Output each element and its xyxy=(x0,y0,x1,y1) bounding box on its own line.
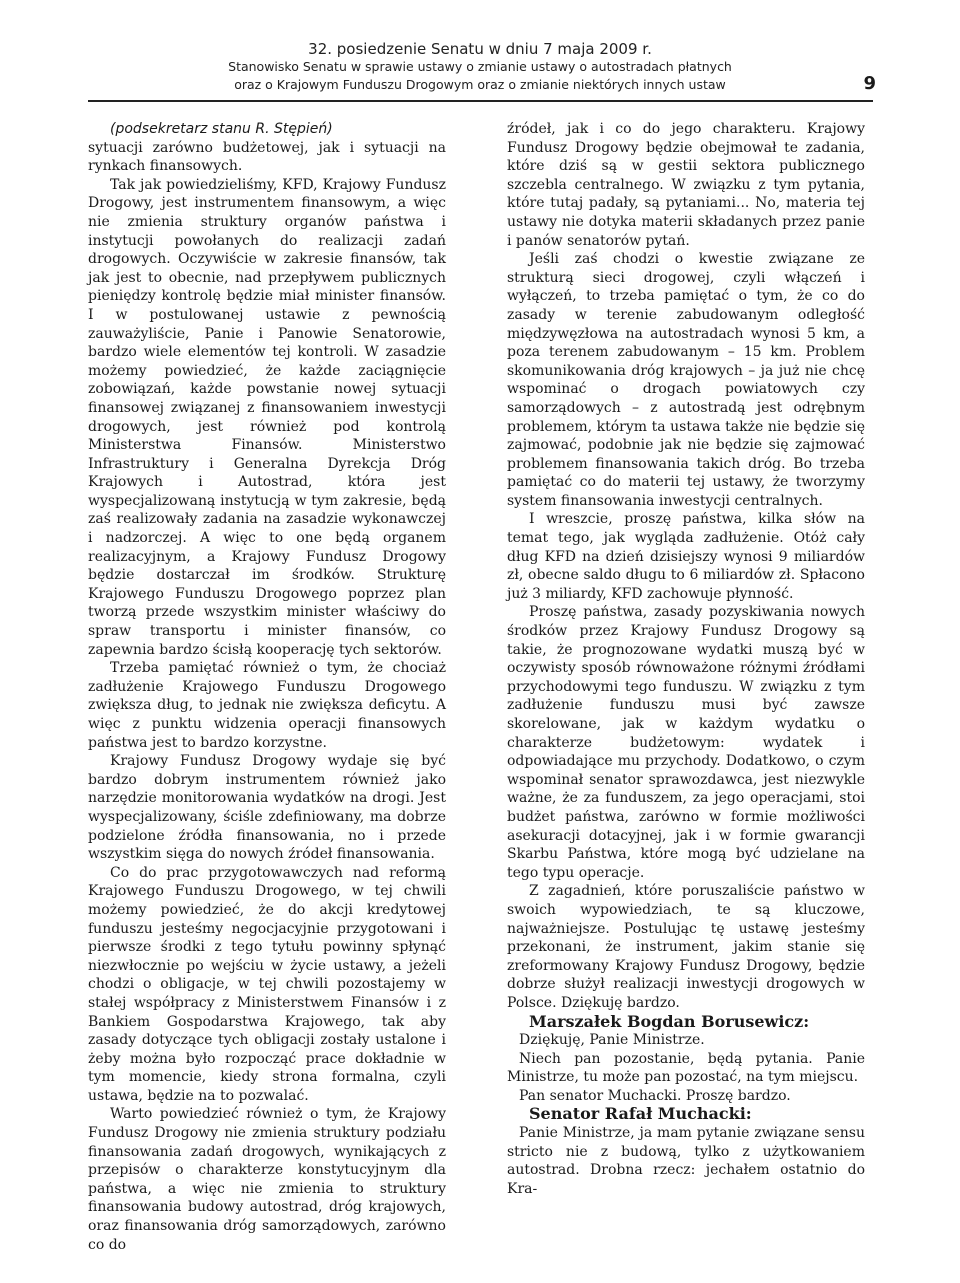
speaker-heading: Marszałek Bogdan Borusewicz: xyxy=(529,1011,810,1031)
left-column xyxy=(88,120,446,1254)
paragraph: źródeł, jak i co do jego charakteru. Krajowy Fundusz Drogowy będzie obejmował te zadania, które dziś są w gestii sektora publicznego szczebla centralnego. W związku z tym pytania, które tutaj padały, są pytaniami... No, materia tej ustawy nie dotyka materii składanych przez panie i panów senatorów pytań. xyxy=(507,121,865,249)
paragraph: I wreszcie, proszę państwa, kilka słów na temat tego, jak wygląda zadłużenie. Otóż cały dług KFD na dzień dzisiejszy wynosi 9 miliardów zł, obecne saldo długu to 6 miliardów zł. Spłacono już 3 miliardy, KFD zachowuje płynność. xyxy=(507,511,865,602)
right-column xyxy=(507,120,865,1198)
paragraph: Panie Ministrze, ja mam pytanie związane sensu stricto nie z budową, tylko z użytkowaniem autostrad. Drobna rzecz: jechałem ostatnio do Kra- xyxy=(507,1125,865,1197)
topic-line-1: Stanowisko Senatu w sprawie ustawy o zmianie ustawy o autostradach płatnych xyxy=(228,59,732,74)
paragraph: Jeśli zaś chodzi o kwestie związane ze strukturą sieci drogowej, czyli włączeń i wyłączeń, to trzeba pamiętać o tym, że co do zasady w terenie zabudowanym odległość międzywęzłowa na autostradach wynosi 5 km, a poza terenem zabudowanym – 15 km. Problem skomunikowania dróg krajowych – ja już nie chcę wspominać o drogach powiatowych czy samorządowych – z autostradą jest odrębnym problemem, którym ta ustawa także nie będzie się zajmować, podobnie jak nie będzie się zajmować problemem finansowania takich dróg. Bo trzeba pamiętać co do materii tej ustawy, że tworzymy system finansowania inwestycji centralnych. xyxy=(507,251,865,509)
paragraph: Niech pan pozostanie, będą pytania. Panie Ministrze, tu może pan pozostać, na tym miejscu. xyxy=(507,1050,865,1086)
page-header xyxy=(0,40,960,100)
session-title: 32. posiedzenie Senatu w dniu 7 maja 2009 r. xyxy=(308,40,652,58)
speaker-intro: (podsekretarz stanu R. Stępień) xyxy=(110,121,333,137)
paragraph: Co do prac przygotowawczych nad reformą Krajowego Funduszu Drogowego, w tej chwili możemy powiedzieć, że do akcji kredytowej funduszu jesteśmy negocjacyjnie przygotowani i pierwsze środki z tego tytułu powinny spłynąć niezwłocznie po wejściu w życie ustawy, a jeżeli chodzi o obligacje, w tej chwili pozostajemy w stałej współpracy z Ministerstwem Finansów i z Bankiem Gospodarstwa Krajowego, tak aby zasady dotyczące tych obligacji zostały ustalone i żeby można było rozpocząć prace dokładnie w tym momencie, kiedy strona formalna, czyli ustawa, będzie na to pozwalać. xyxy=(88,864,446,1104)
paragraph: Dziękuję, Panie Ministrze. xyxy=(519,1032,705,1049)
paragraph: sytuacji zarówno budżetowej, jak i sytuacji na rynkach finansowych. xyxy=(88,139,446,175)
paragraph: Tak jak powiedzieliśmy, KFD, Krajowy Fundusz Drogowy, jest instrumentem finansowym, a więc nie zmienia struktury organów państwa i instytucji powołanych do realizacji zadań drogowych. Oczywiście w zakresie finansów, tak jak jest to obecnie, nad przepływem publicznych pieniędzy kontrolę będzie miał minister finansów. I w postulowanej ustawie z pewnością zauważyliście, Panie i Panowie Senatorowie, bardzo wiele elementów tej kontroli. W zasadzie możemy powiedzieć, że każde zaciągnięcie zobowiązań, każde powstanie nowej sytuacji finansowej związanej z finansowaniem inwestycji drogowych, jest również pod kontrolą Ministerstwa Finansów. Ministerstwo Infrastruktury i Generalna Dyrekcja Dróg Krajowych i Autostrad, która jest wyspecjalizowaną instytucją w tym zakresie, będą zaś realizowały zadania na zasadzie wykonawczej i nadzorczej. A więc to one będą organem realizacyjnym, a Krajowy Fundusz Drogowy będzie dostarczał im środków. Strukturę Krajowego Funduszu Drogowego poprzez plan tworzą przede wszystkim minister właściwy do spraw transportu i minister finansów, co zapewnia bardzo ścisłą kooperację tych sektorów. xyxy=(88,176,446,658)
page-number: 9 xyxy=(863,73,876,94)
paragraph: Z zagadnień, które poruszaliście państwo w swoich wypowiedziach, te są kluczowe, najważniejsze. Postulując tę ustawę jesteśmy przekonani, że instrument, jakim stanie się zreformowany Krajowy Fundusz Drogowy, będzie dobrze służył realizacji inwestycji drogowych w Polsce. Dziękuję bardzo. xyxy=(507,883,865,1011)
paragraph: Krajowy Fundusz Drogowy wydaje się być bardzo dobrym instrumentem również jako narzędzie monitorowania wydatków na drogi. Jest wyspecjalizowany, ściśle zdefiniowany, ma dobrze podzielone źródła finansowania, no i przede wszystkim sięga do nowych źródeł finansowania. xyxy=(88,753,446,863)
header-rule xyxy=(88,100,873,102)
paragraph: Pan senator Muchacki. Proszę bardzo. xyxy=(519,1087,791,1104)
paragraph: Warto powiedzieć również o tym, że Krajowy Fundusz Drogowy nie zmienia struktury podziału finansowania zadań drogowych, wynikających z przepisów o charakterze konstytucyjnym dla państwa, a więc nie zmienia to struktury finansowania budowy autostrad, dróg krajowych, oraz finansowania dróg samorządowych, zarówno co do xyxy=(88,1106,446,1253)
topic-line-2: oraz o Krajowym Funduszu Drogowym oraz o zmianie niektórych innych ustaw xyxy=(234,77,726,92)
speaker-heading: Senator Rafał Muchacki: xyxy=(529,1104,752,1124)
paragraph: Proszę państwa, zasady pozyskiwania nowych środków przez Krajowy Fundusz Drogowy są takie, że prognozowane wydatki muszą być w oczywisty sposób równoważone różnymi źródłami przychodowymi tego funduszu. W związku z tym zadłużenie funduszu musi być zawsze skorelowane, jak w każdym wydatku o charakterze budżetowym: wydatek i odpowiadające mu przychody. Dodatkowo, o czym wspominał senator sprawozdawca, jest niezwykle ważne, że za funduszem, za jego operacjami, stoi budżet państwa, zarówno w formie możliwości asekuracji dotacyjnej, jak i w formie gwarancji Skarbu Państwa, które mogą być udzielane na tego typu operacje. xyxy=(507,604,865,881)
paragraph: Trzeba pamiętać również o tym, że chociaż zadłużenie Krajowego Funduszu Drogowego zwiększa dług, to jednak nie zwiększa deficytu. A więc z punktu widzenia operacji finansowych państwa jest to bardzo korzystne. xyxy=(88,660,446,751)
